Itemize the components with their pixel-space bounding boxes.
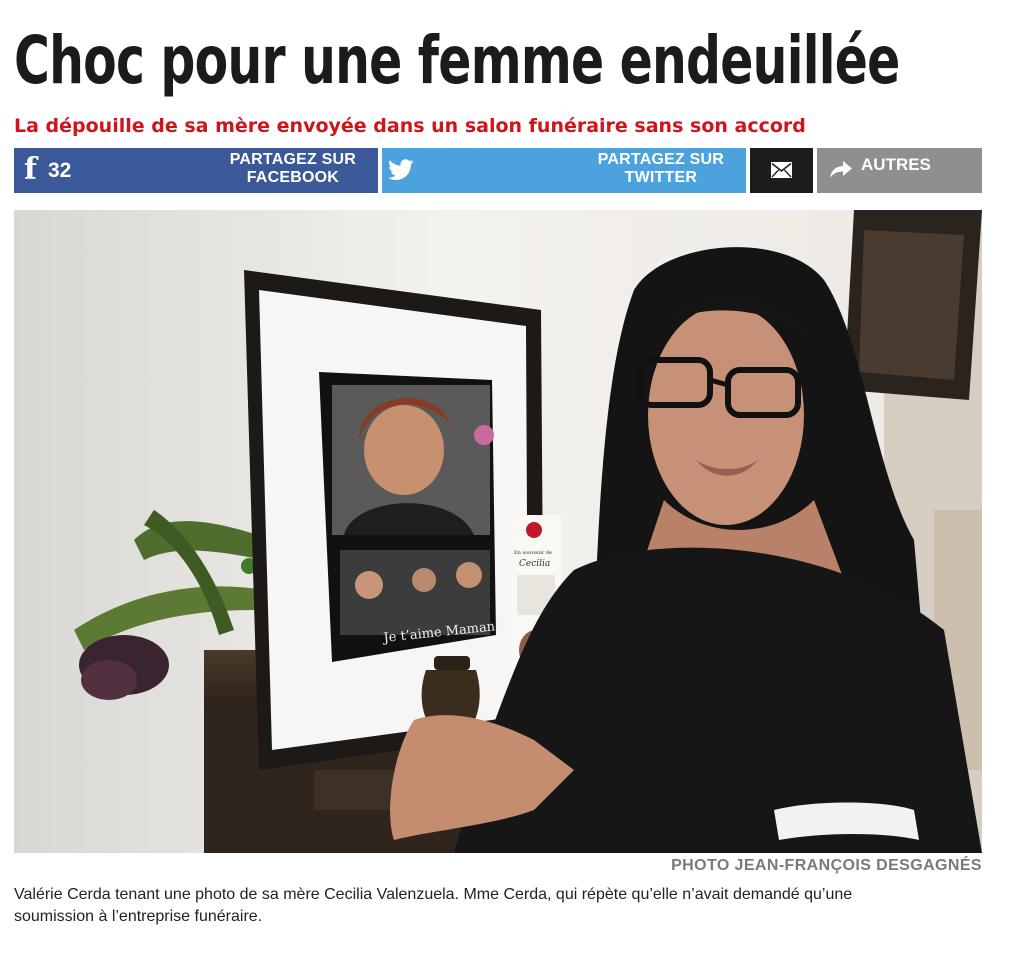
photo-credit: PHOTO JEAN-FRANÇOIS DESGAGNÉS [671, 857, 982, 874]
framed-photo [244, 270, 544, 770]
article-subtitle: La dépouille de sa mère envoyée dans un salon funéraire sans son accord [14, 115, 806, 137]
svg-text:En souvenir de: En souvenir de [514, 550, 552, 556]
woman-holding-urn-photo [14, 210, 982, 853]
article-photo [14, 210, 982, 853]
envelope-icon [771, 162, 792, 178]
share-twitter-button[interactable] [382, 148, 746, 193]
twitter-button-label: PARTAGEZ SUR TWITTER [597, 151, 724, 186]
photo-caption: Valérie Cerda tenant une photo de sa mère Cecilia Valenzuela. Mme Cerda, qui répète qu’elle n’avait demandé qu’une soumission à l’entreprise funéraire. [14, 886, 853, 925]
frame-inscription: Je t’aime Maman ! [382, 618, 506, 646]
share-arrow-icon [829, 159, 853, 179]
twitter-bird-icon [388, 158, 414, 182]
more-button-label: AUTRES [861, 155, 931, 174]
facebook-icon: f [24, 152, 37, 187]
share-bar [14, 148, 982, 193]
article-title: Choc pour une femme endeuillée [14, 22, 900, 99]
svg-text:Cecilia: Cecilia [519, 559, 551, 569]
share-more-button[interactable] [817, 148, 982, 193]
facebook-button-label: PARTAGEZ SUR FACEBOOK [229, 151, 356, 186]
share-email-button[interactable] [750, 148, 813, 193]
share-facebook-button[interactable] [14, 148, 378, 193]
facebook-share-count: 32 [48, 159, 72, 182]
